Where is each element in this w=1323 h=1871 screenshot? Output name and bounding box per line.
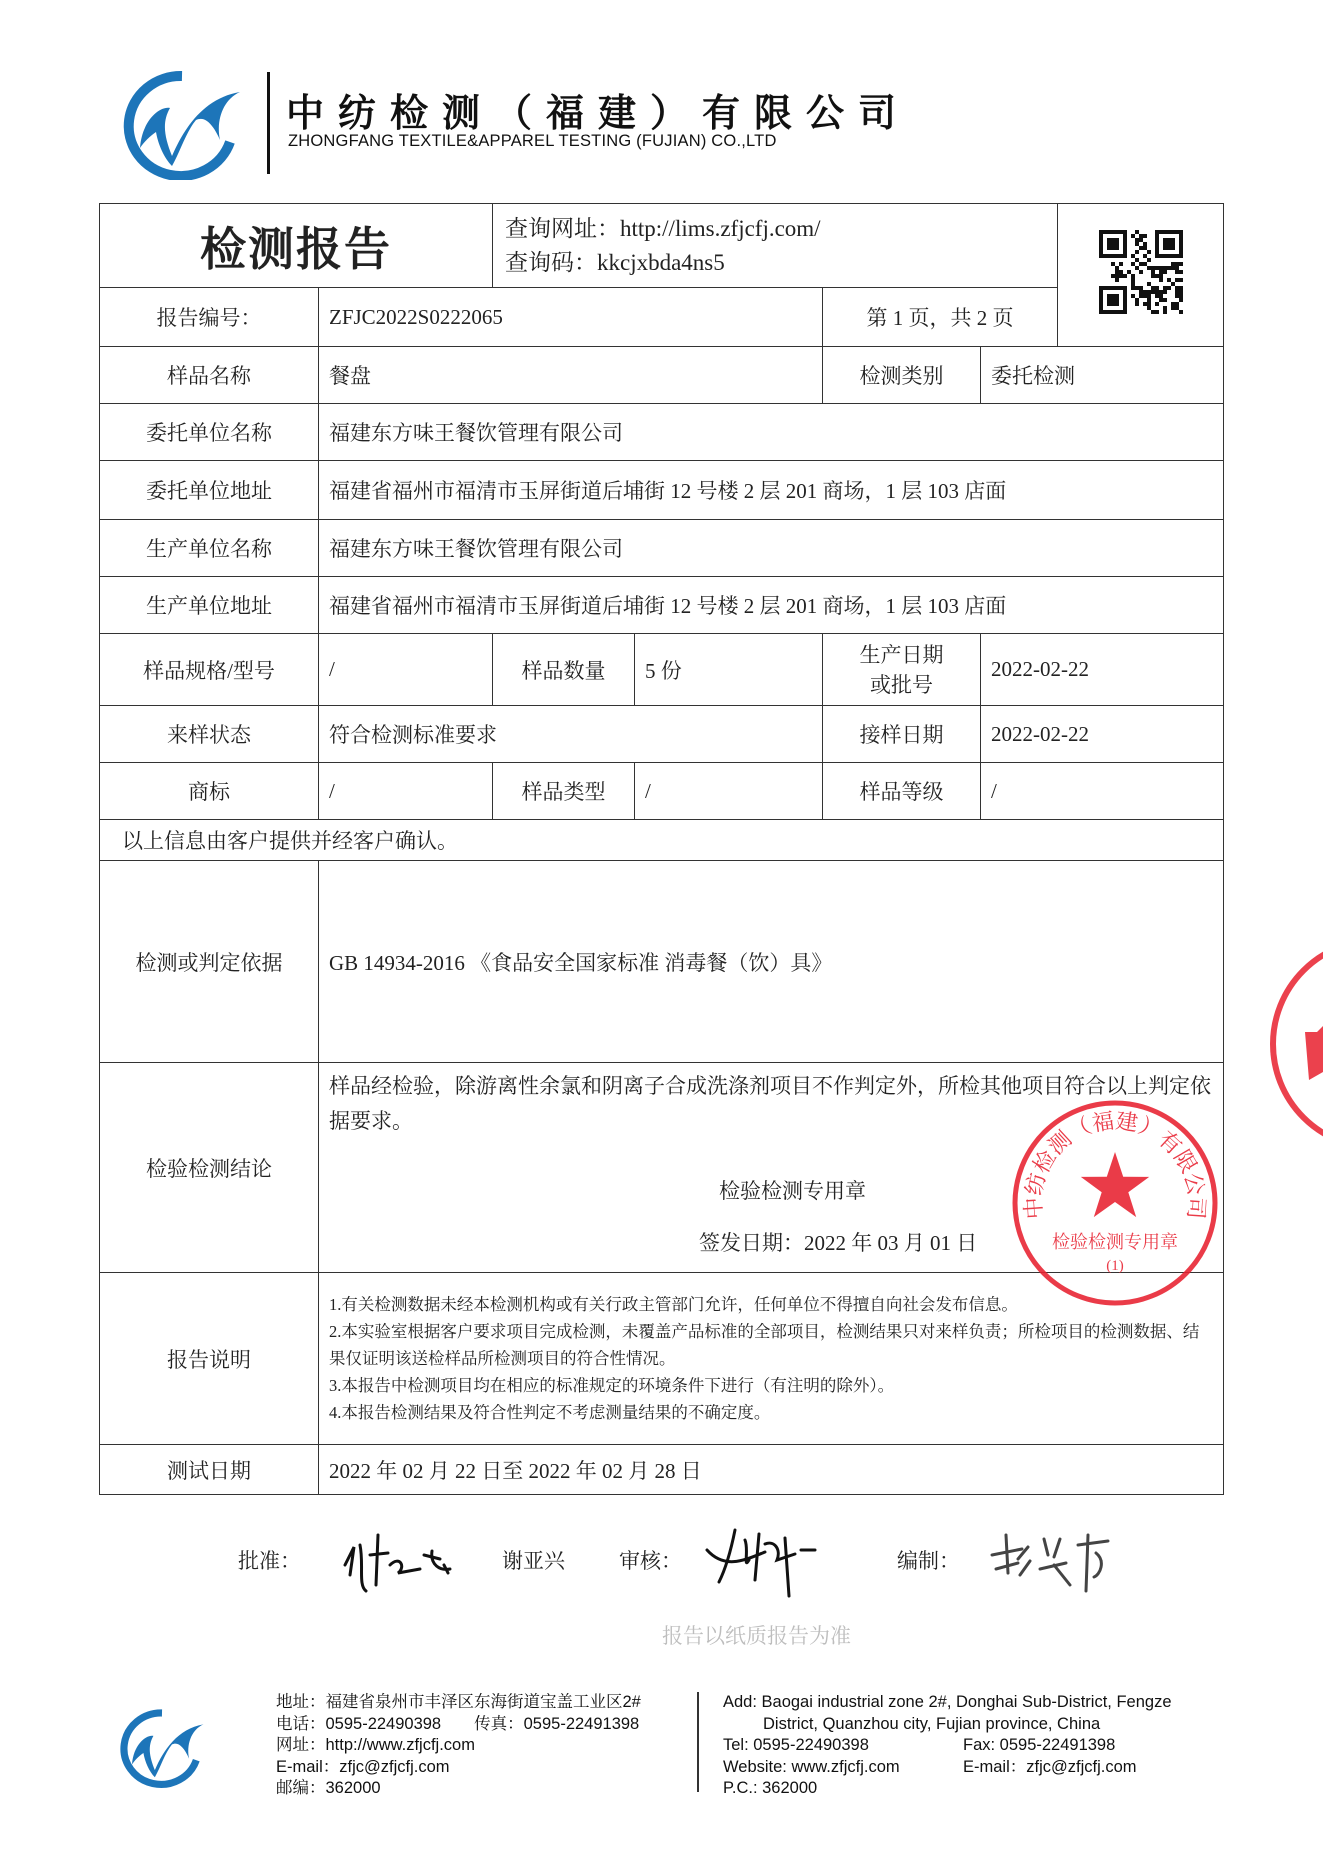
footer-address-cn: 地址：福建省泉州市丰泽区东海街道宝盖工业区2# <box>276 1693 641 1711</box>
qr-module <box>1159 266 1163 270</box>
qr-module <box>1111 274 1115 278</box>
qr-module <box>1135 250 1139 254</box>
company-seal-stamp <box>1010 1098 1220 1308</box>
query-code: kkcjxbda4ns5 <box>597 249 725 275</box>
qr-module <box>1139 294 1143 298</box>
qr-module <box>1139 246 1143 250</box>
client-name-label: 委托单位名称 <box>100 404 319 461</box>
qr-module <box>1151 266 1155 270</box>
maker-address-label: 生产单位地址 <box>100 577 319 634</box>
brand-divider <box>267 72 270 174</box>
qr-module <box>1171 306 1175 310</box>
qr-module <box>1159 290 1163 294</box>
footer-divider <box>697 1692 699 1792</box>
recv-date: 2022-02-22 <box>981 706 1224 763</box>
sample-type-label: 样品类型 <box>493 763 635 820</box>
qr-module <box>1135 242 1139 246</box>
qr-module <box>1139 290 1143 294</box>
qr-module <box>1151 286 1155 290</box>
footer-postcode: P.C.: 362000 <box>723 1779 818 1797</box>
qr-module <box>1175 278 1179 282</box>
footer-email-cn[interactable]: E-mail：zfjc@zfjcfj.com <box>276 1757 450 1776</box>
maker-address: 福建省福州市福清市玉屏街道后埔街 12 号楼 2 层 201 商场，1 层 103 店面 <box>319 577 1224 634</box>
qr-module <box>1135 298 1139 302</box>
qr-module <box>1139 270 1143 274</box>
qr-module <box>1147 250 1151 254</box>
test-type: 委托检测 <box>981 347 1224 404</box>
grade: / <box>981 763 1224 820</box>
qr-module <box>1131 274 1135 278</box>
qr-module <box>1151 310 1155 314</box>
conclusion-label: 检验检测结论 <box>100 1063 319 1273</box>
client-name: 福建东方味王餐饮管理有限公司 <box>319 404 1224 461</box>
footer-phone-fax-cn: 电话：0595-22490398 传真：0595-22491398 <box>276 1714 640 1733</box>
footer-address-en-1: Add: Baogai industrial zone 2#, Donghai Sub-District, Fengze <box>723 1693 1172 1711</box>
qr-module <box>1147 298 1151 302</box>
qr-module <box>1179 290 1183 294</box>
brand-label: 商标 <box>100 763 319 820</box>
qr-module <box>1147 290 1151 294</box>
qr-module <box>1147 282 1151 286</box>
qr-module <box>1175 294 1179 298</box>
test-date-label: 测试日期 <box>100 1445 319 1495</box>
footer-logo <box>112 1696 212 1800</box>
qr-module <box>1151 290 1155 294</box>
prod-date-label-2: 或批号 <box>870 672 933 697</box>
report-no-label: 报告编号： <box>100 288 319 347</box>
footer-address-en-2: District, Quanzhou city, Fujian province, China <box>763 1714 1101 1733</box>
qr-module <box>1147 306 1151 310</box>
approver-name: 谢亚兴 <box>502 1549 565 1573</box>
footer-website[interactable]: Website: www.zfjcfj.com <box>723 1757 900 1776</box>
client-confirm: 以上信息由客户提供并经客户确认。 <box>100 820 1224 861</box>
qr-module <box>1159 274 1163 278</box>
qr-module <box>1179 298 1183 302</box>
qr-module <box>1135 302 1139 306</box>
qr-module <box>1135 238 1139 242</box>
qr-module <box>1131 282 1135 286</box>
qty-label: 样品数量 <box>493 634 635 706</box>
conclusion: 样品经检验，除游离性余氯和阴离子合成洗涤剂项目不作判定外，所检其他项目符合以上判定依据要求。 <box>329 1074 1211 1133</box>
report-no: ZFJC2022S0222065 <box>319 288 823 347</box>
query-url[interactable]: http://lims.zfjcfj.com/ <box>620 215 821 241</box>
sample-type: / <box>635 763 823 820</box>
qty: 5 份 <box>635 634 823 706</box>
test-date: 2022 年 02 月 22 日至 2022 年 02 月 28 日 <box>319 1445 1224 1495</box>
client-address: 福建省福州市福清市玉屏街道后埔街 12 号楼 2 层 201 商场，1 层 103 店面 <box>319 461 1224 520</box>
qr-module <box>1115 274 1119 278</box>
page-info: 第 1 页，共 2 页 <box>823 288 1058 347</box>
reviewer-signature <box>705 1520 825 1600</box>
qr-module <box>1135 286 1139 290</box>
qr-module <box>1179 278 1183 282</box>
state-label: 来样状态 <box>100 706 319 763</box>
company-logo <box>112 70 252 180</box>
qr-module <box>1143 254 1147 258</box>
qr-module <box>1131 294 1135 298</box>
qr-module <box>1175 266 1179 270</box>
qr-module <box>1155 310 1159 314</box>
grade-label: 样品等级 <box>823 763 981 820</box>
qr-module <box>1159 270 1163 274</box>
company-name-cn: 中纺检测（福建）有限公司 <box>286 91 911 135</box>
qr-module <box>1131 254 1135 258</box>
basis-label: 检测或判定依据 <box>100 861 319 1063</box>
qr-module <box>1143 302 1147 306</box>
qr-module <box>1127 270 1131 274</box>
maker-name: 福建东方味王餐饮管理有限公司 <box>319 520 1224 577</box>
qr-module <box>1171 282 1175 286</box>
note-4: 4.本报告检测结果及符合性判定不考虑测量结果的不确定度。 <box>329 1403 771 1422</box>
qr-module <box>1143 246 1147 250</box>
issue-date: 签发日期：2022 年 03 月 01 日 <box>699 1231 978 1255</box>
qr-module <box>1143 242 1147 246</box>
qr-module <box>1175 306 1179 310</box>
qr-finder-module <box>1163 238 1175 250</box>
qr-module <box>1135 258 1139 262</box>
qr-module <box>1179 262 1183 266</box>
note-1: 1.有关检测数据未经本检测机构或有关行政主管部门允许，任何单位不得擅自向社会发布信息。 <box>329 1295 1018 1314</box>
page-edge-seal-stamp <box>1265 932 1323 1158</box>
qr-module <box>1155 266 1159 270</box>
seal-label: 检验检测专用章 <box>719 1179 866 1203</box>
qr-module <box>1163 290 1167 294</box>
qr-module <box>1175 290 1179 294</box>
qr-module <box>1143 290 1147 294</box>
compile-label: 编制： <box>897 1549 960 1573</box>
qr-module <box>1163 286 1167 290</box>
qr-module <box>1147 258 1151 262</box>
qr-module <box>1115 278 1119 282</box>
qr-module <box>1171 262 1175 266</box>
qr-module <box>1155 290 1159 294</box>
qr-module <box>1159 278 1163 282</box>
qr-module <box>1143 294 1147 298</box>
recv-date-label: 接样日期 <box>823 706 981 763</box>
qr-module <box>1167 278 1171 282</box>
qr-module <box>1175 262 1179 266</box>
footer-fax: Fax: 0595-22491398 <box>963 1736 1116 1754</box>
qr-module <box>1179 294 1183 298</box>
qr-module <box>1143 234 1147 238</box>
qr-module <box>1163 270 1167 274</box>
basis: GB 14934-2016 《食品安全国家标准 消毒餐（饮）具》 <box>319 861 1224 1063</box>
qr-module <box>1155 302 1159 306</box>
approve-label: 批准： <box>238 1549 301 1573</box>
qr-module <box>1175 302 1179 306</box>
qr-code-icon <box>1099 230 1183 314</box>
qr-module <box>1171 302 1175 306</box>
qr-module <box>1179 270 1183 274</box>
qr-module <box>1115 266 1119 270</box>
prod-date: 2022-02-22 <box>981 634 1224 706</box>
qr-finder-module <box>1107 238 1119 250</box>
state: 符合检测标准要求 <box>319 706 823 763</box>
review-label: 审核： <box>619 1549 682 1573</box>
seal-bottom-text: 检验检测专用章 <box>1052 1232 1178 1253</box>
qr-module <box>1179 286 1183 290</box>
company-name-en: ZHONGFANG TEXTILE&APPAREL TESTING (FUJIAN) CO.,LTD <box>288 132 777 150</box>
paper-report-watermark: 报告以纸质报告为准 <box>662 1624 851 1648</box>
note-3: 3.本报告中检测项目均在相应的标准规定的环境条件下进行（有注明的除外）。 <box>329 1376 895 1395</box>
query-code-label: 查询码： <box>505 249 597 275</box>
qr-module <box>1123 274 1127 278</box>
qr-module <box>1163 266 1167 270</box>
qr-module <box>1131 234 1135 238</box>
qr-module <box>1143 262 1147 266</box>
qr-module <box>1135 230 1139 234</box>
qr-module <box>1115 270 1119 274</box>
qr-module <box>1147 294 1151 298</box>
qr-module <box>1151 274 1155 278</box>
qr-module <box>1163 306 1167 310</box>
spec-label: 样品规格/型号 <box>100 634 319 706</box>
query-url-label: 查询网址： <box>505 215 620 241</box>
qr-module <box>1147 302 1151 306</box>
seal-sub-text: (1) <box>1106 1258 1124 1274</box>
approver-signature <box>340 1525 460 1595</box>
qr-module <box>1139 238 1143 242</box>
qr-module <box>1167 266 1171 270</box>
sample-name: 餐盘 <box>319 347 823 404</box>
qr-module <box>1175 270 1179 274</box>
qr-module <box>1131 262 1135 266</box>
qr-module <box>1119 274 1123 278</box>
seal-ring-text: 中纺检测（福建）有限公司 <box>1021 1108 1209 1220</box>
maker-name-label: 生产单位名称 <box>100 520 319 577</box>
qr-module <box>1131 286 1135 290</box>
qr-module <box>1139 262 1143 266</box>
qr-module <box>1175 286 1179 290</box>
qr-module <box>1159 294 1163 298</box>
qr-module <box>1179 310 1183 314</box>
footer-email[interactable]: E-mail：zfjc@zfjcfj.com <box>963 1757 1137 1776</box>
qr-module <box>1155 294 1159 298</box>
qr-module <box>1155 274 1159 278</box>
qr-module <box>1135 266 1139 270</box>
test-type-label: 检测类别 <box>823 347 981 404</box>
prod-date-label-1: 生产日期 <box>859 642 944 667</box>
qr-module <box>1163 298 1167 302</box>
footer-tel: Tel: 0595-22490398 <box>723 1736 869 1754</box>
footer-website-cn[interactable]: 网址：http://www.zfjcfj.com <box>276 1736 475 1754</box>
footer-postcode-cn: 邮编：362000 <box>276 1779 381 1797</box>
qr-module <box>1159 298 1163 302</box>
qr-module <box>1119 270 1123 274</box>
qr-finder-module <box>1107 294 1119 306</box>
qr-module <box>1131 278 1135 282</box>
client-address-label: 委托单位地址 <box>100 461 319 520</box>
qr-module <box>1119 262 1123 266</box>
qr-module <box>1151 270 1155 274</box>
compiler-signature <box>988 1525 1113 1595</box>
qr-module <box>1147 266 1151 270</box>
report-title: 检测报告 <box>100 204 493 288</box>
spec: / <box>319 634 493 706</box>
sample-name-label: 样品名称 <box>100 347 319 404</box>
qr-module <box>1111 262 1115 266</box>
qr-module <box>1155 286 1159 290</box>
qr-module <box>1163 310 1167 314</box>
qr-module <box>1139 286 1143 290</box>
notes-label: 报告说明 <box>100 1273 319 1445</box>
qr-module <box>1139 234 1143 238</box>
qr-module <box>1171 266 1175 270</box>
note-2: 2.本实验室根据客户要求项目完成检测，未覆盖产品标准的全部项目，检测结果只对来样负责；所检项目的检测数据、结果仅证明该送检样品所检测项目的符合性情况。 <box>329 1322 1200 1368</box>
brand: / <box>319 763 493 820</box>
qr-module <box>1167 286 1171 290</box>
